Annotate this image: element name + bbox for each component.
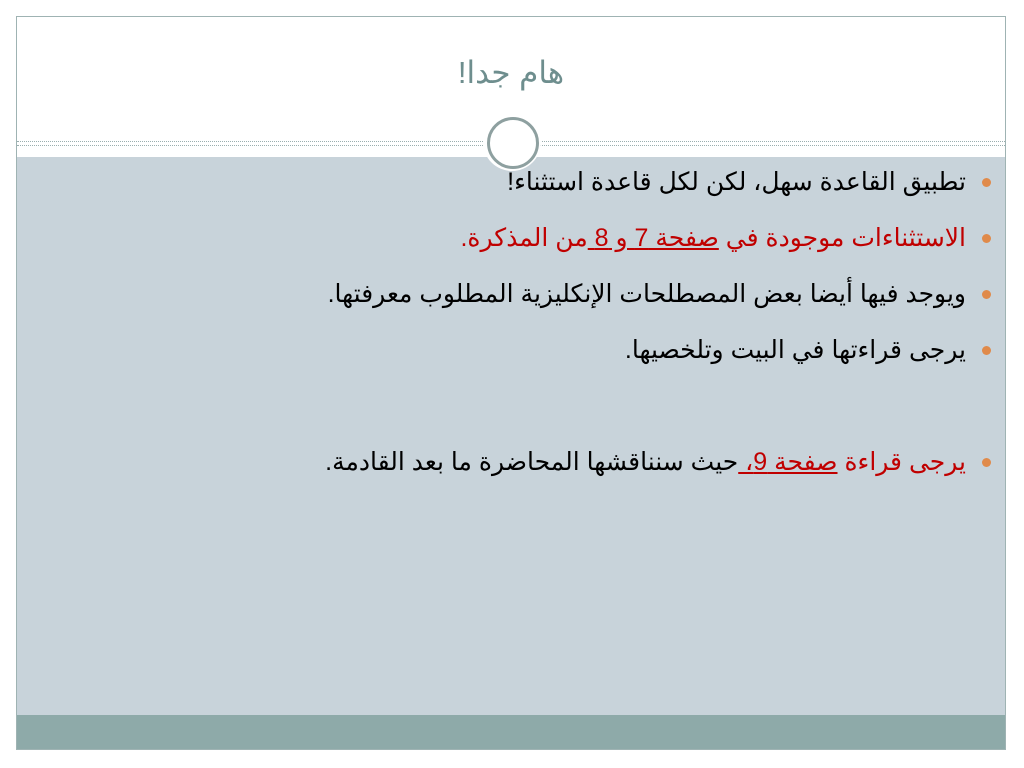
- bullet-text-red: من المذكرة.: [460, 224, 588, 252]
- bullet-text-red: الاستثناءات موجودة في: [718, 224, 966, 252]
- bullet-dot-icon: [982, 178, 991, 187]
- bullet-item-read-at-home: [164, 332, 994, 388]
- slide-title: هام جدا!: [457, 55, 565, 90]
- bullet-list: [164, 164, 994, 500]
- bullet-text: حيث سنناقشها المحاضرة ما بعد القادمة.: [325, 448, 739, 476]
- bullet-text-red: يرجى قراءة: [837, 448, 966, 476]
- bullet-item-english-terms: [164, 276, 994, 332]
- bullet-dot-icon: [982, 458, 991, 467]
- bullet-text: يرجى قراءتها في البيت وتلخصيها.: [624, 336, 966, 364]
- bullet-spacer: [164, 388, 994, 444]
- page-reference-9: صفحة 9،: [738, 448, 838, 476]
- bullet-text: ويوجد فيها أيضا بعض المصطلحات الإنكليزية المطلوب معرفتها.: [327, 280, 966, 308]
- bullet-dot-icon: [982, 346, 991, 355]
- bullet-item-read-page-9: [164, 444, 994, 500]
- bullet-text: تطبيق القاعدة سهل، لكن لكل قاعدة استثناء!: [507, 168, 966, 196]
- page-reference-7-8: صفحة 7 و 8: [587, 224, 719, 252]
- bullet-dot-icon: [982, 234, 991, 243]
- bullet-item-exceptions-location: [164, 220, 994, 276]
- bullet-item-rule-application: [164, 164, 994, 220]
- ring-ornament-icon: [487, 117, 539, 169]
- bullet-dot-icon: [982, 290, 991, 299]
- footer-bar: [17, 715, 1005, 749]
